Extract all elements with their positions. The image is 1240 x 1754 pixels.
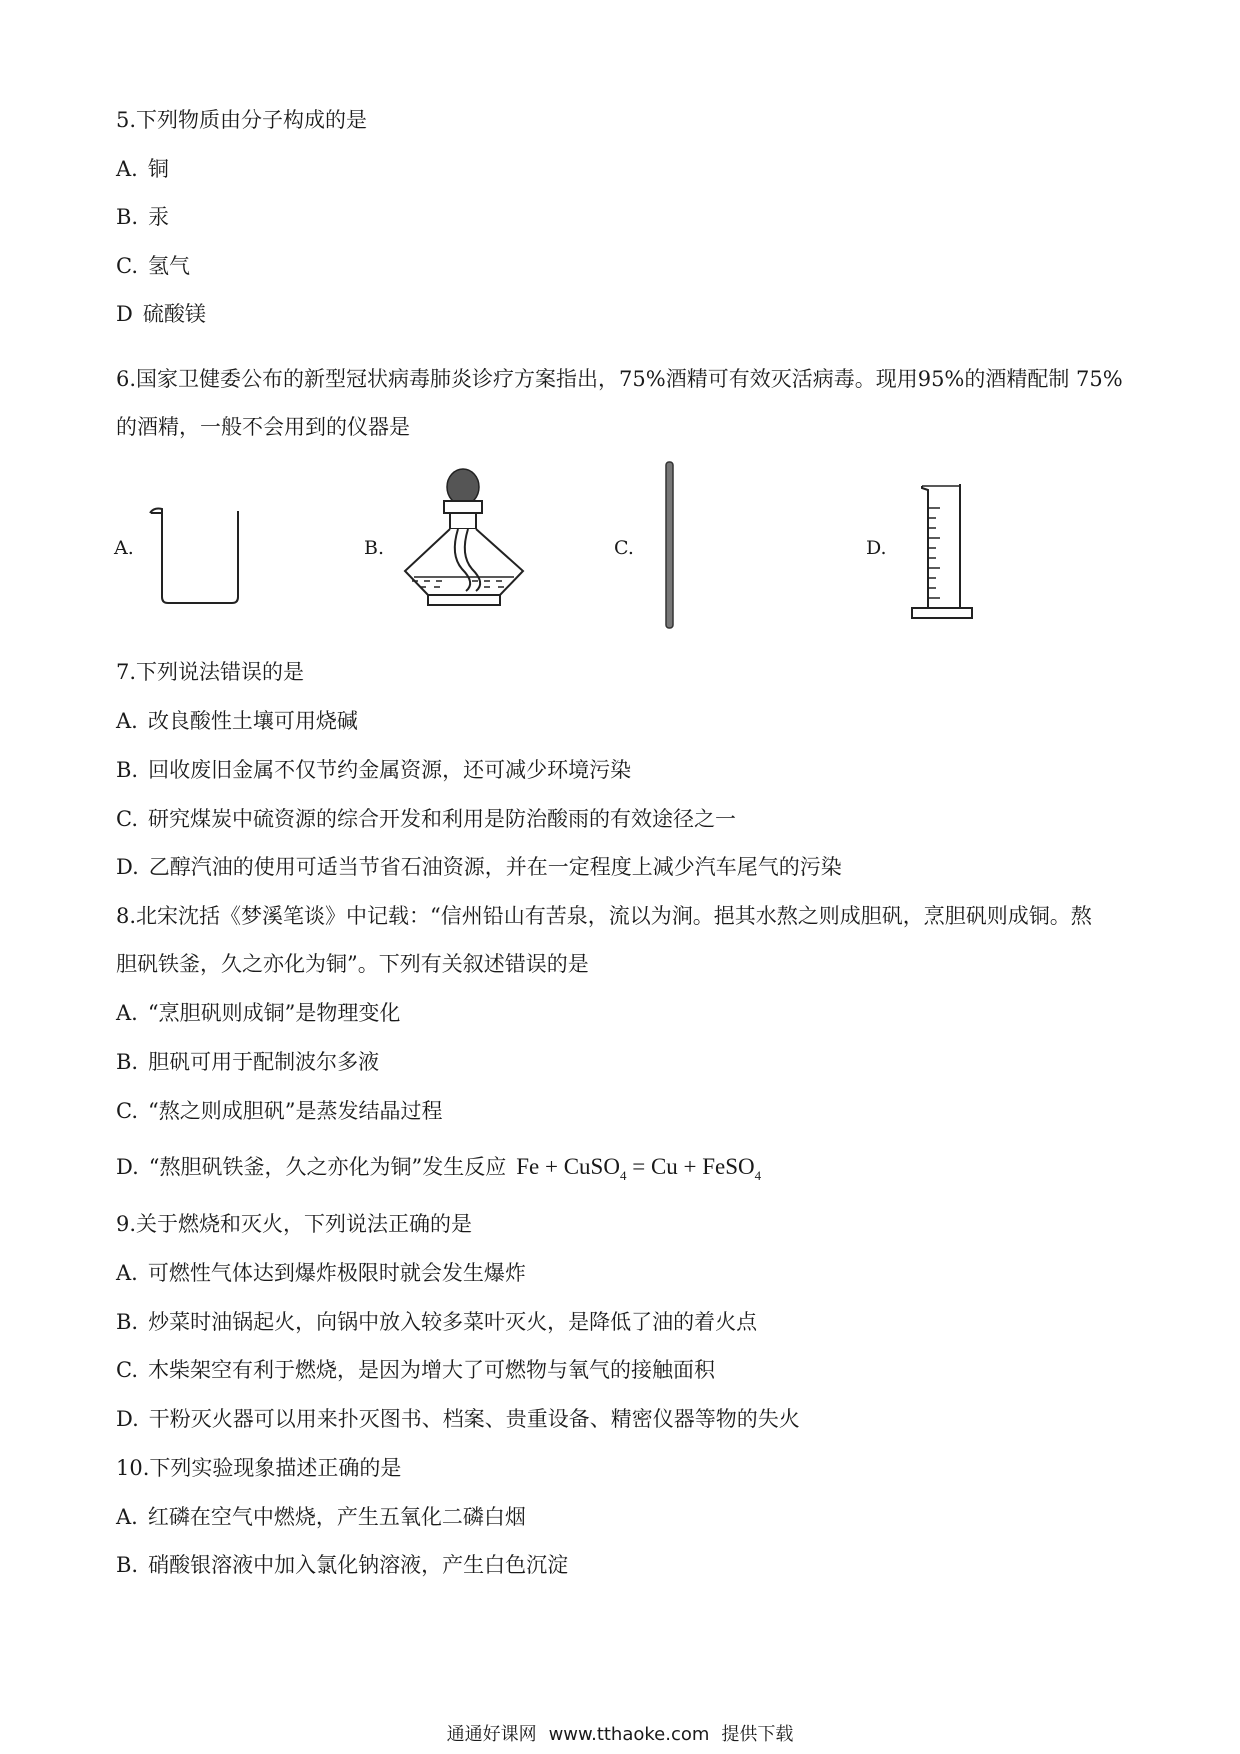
option-text: “烹胆矾则成铜”是物理变化: [147, 1001, 401, 1025]
q7-option-b: [116, 756, 631, 784]
q7-stem: 7.下列说法错误的是: [116, 660, 305, 684]
option-label: C.: [116, 1358, 138, 1382]
q10-option-a: [116, 1503, 526, 1531]
q8-option-c: [116, 1097, 442, 1125]
option-label: B.: [116, 758, 139, 782]
option-text: 炒菜时油锅起火，向锅中放入较多菜叶灭火，是降低了油的着火点: [148, 1310, 758, 1334]
footer-suffix: 提供下载: [721, 1724, 794, 1745]
footer-url[interactable]: www.tthaoke.com: [548, 1724, 710, 1745]
option-text: 铜: [147, 157, 169, 181]
q9-option-a: [116, 1259, 526, 1287]
q7-option-d: [116, 853, 842, 881]
q7-option-c: [116, 805, 736, 833]
q9-option-b: [116, 1308, 757, 1336]
q6-option-c-label: C.: [614, 537, 634, 559]
option-text: “熬胆矾铁釜，久之亦化为铜”发生反应: [148, 1155, 507, 1179]
alcohol-lamp-icon: [400, 465, 530, 614]
option-text: “熬之则成胆矾”是蒸发结晶过程: [148, 1099, 443, 1123]
q8-option-b: [116, 1048, 379, 1076]
option-text: 干粉灭火器可以用来扑灭图书、档案、贵重设备、精密仪器等物的失火: [148, 1407, 800, 1431]
option-label: A.: [116, 709, 138, 733]
option-text: 汞: [148, 205, 170, 229]
q5-option-b: [116, 203, 169, 231]
footer-site-name: 通通好课网: [446, 1724, 537, 1745]
q9-stem: 9.关于燃烧和灭火，下列说法正确的是: [116, 1212, 473, 1236]
option-text: 胆矾可用于配制波尔多液: [148, 1050, 380, 1074]
option-label: D: [116, 302, 133, 326]
option-text: 木柴架空有利于燃烧，是因为增大了可燃物与氧气的接触面积: [148, 1358, 715, 1382]
option-label: C.: [116, 1099, 138, 1123]
q6-option-a-label: A.: [114, 537, 134, 559]
option-label: C.: [116, 254, 138, 278]
option-label: A.: [116, 157, 138, 181]
option-text: 氢气: [148, 254, 190, 278]
option-label: D.: [116, 855, 139, 879]
option-label: B.: [116, 1050, 139, 1074]
option-text: 改良酸性土壤可用烧碱: [147, 709, 358, 733]
beaker-icon: [148, 505, 243, 609]
q8-stem-line1: 8.北宋沈括《梦溪笔谈》中记载：“信州铅山有苦泉，流以为涧。挹其水熬之则成胆矾，烹胆矾则成铜。熬: [116, 904, 1092, 928]
q5-option-c: [116, 252, 190, 280]
q6-option-d-label: D.: [866, 537, 887, 559]
q5-option-d: [116, 300, 206, 328]
option-text: 研究煤炭中硫资源的综合开发和利用是防治酸雨的有效途径之一: [148, 807, 736, 831]
q5-option-a: [116, 155, 169, 183]
q7-option-a: [116, 707, 358, 735]
option-text: 回收废旧金属不仅节约金属资源，还可减少环境污染: [148, 758, 632, 782]
q6-option-b-label: B.: [364, 537, 385, 559]
option-label: D.: [116, 1407, 139, 1431]
q5-stem: 5.下列物质由分子构成的是: [116, 108, 368, 132]
option-label: C.: [116, 807, 138, 831]
option-label: A.: [116, 1505, 138, 1529]
q8-stem-line2: 胆矾铁釜，久之亦化为铜”。下列有关叙述错误的是: [116, 952, 589, 976]
option-label: B.: [116, 1553, 139, 1577]
q9-option-c: [116, 1356, 715, 1384]
q9-option-d: [116, 1405, 800, 1433]
option-text: 可燃性气体达到爆炸极限时就会发生爆炸: [147, 1261, 526, 1285]
option-label: B.: [116, 1310, 139, 1334]
option-text: 红磷在空气中燃烧，产生五氧化二磷白烟: [147, 1505, 526, 1529]
reaction-equation: Fe + CuSO$_4$ = Cu + FeSO$_4$: [516, 1154, 762, 1183]
option-label: B.: [116, 205, 139, 229]
graduated-cylinder-icon: [908, 482, 978, 626]
q10-stem: 10.下列实验现象描述正确的是: [116, 1456, 402, 1480]
option-label: A.: [116, 1261, 138, 1285]
option-text: 硫酸镁: [142, 302, 206, 326]
option-label: A.: [116, 1001, 138, 1025]
q10-option-b: [116, 1551, 568, 1579]
page-footer: [0, 1720, 1240, 1746]
option-label: D.: [116, 1155, 139, 1179]
glass-rod-icon: [664, 460, 676, 634]
option-text: 硝酸银溶液中加入氯化钠溶液，产生白色沉淀: [148, 1553, 569, 1577]
option-text: 乙醇汽油的使用可适当节省石油资源，并在一定程度上减少汽车尾气的污染: [148, 855, 842, 879]
q6-stem-line2: 的酒精，一般不会用到的仪器是: [116, 415, 410, 439]
q8-option-d: [116, 1153, 761, 1190]
q6-stem-line1: 6.国家卫健委公布的新型冠状病毒肺炎诊疗方案指出，75%酒精可有效灭活病毒。现用95%的酒精配制 75%: [116, 367, 1123, 391]
q8-option-a: [116, 999, 400, 1027]
